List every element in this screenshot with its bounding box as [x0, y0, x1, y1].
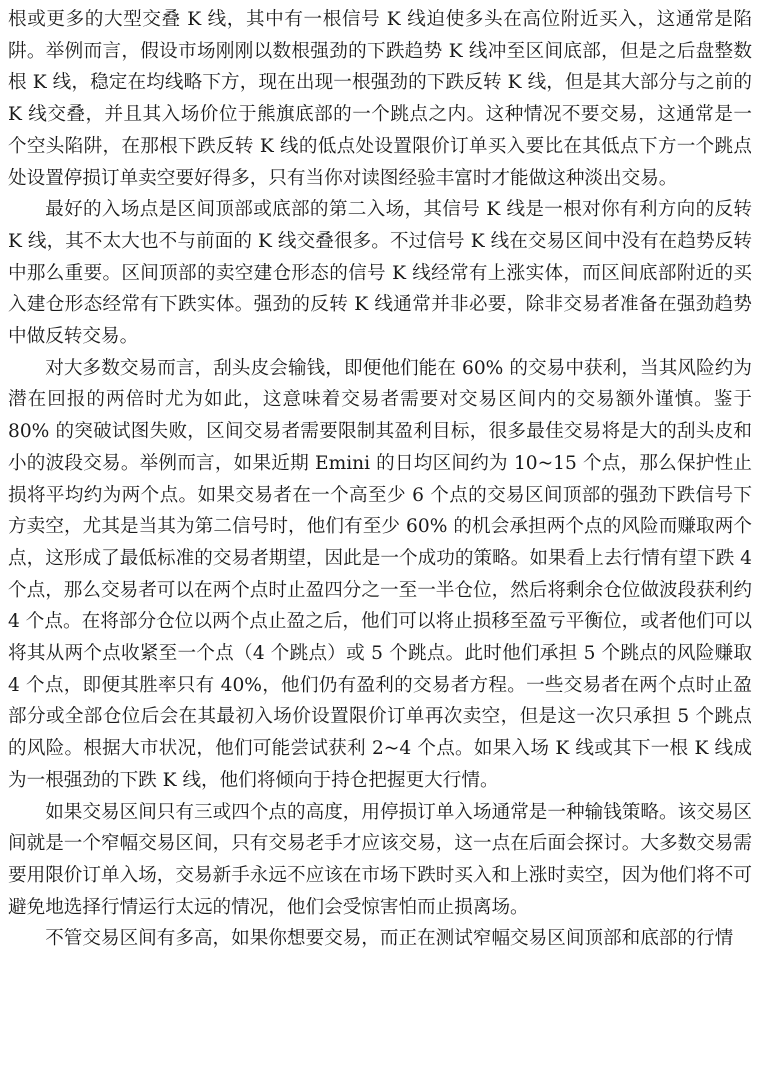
paragraph-3: 对大多数交易而言，刮头皮会输钱，即便他们能在 60% 的交易中获利，当其风险约为潜在回报的两倍时尤为如此，这意味着交易者需要对交易区间内的交易额外谨慎。鉴于 80% 的突破试图失败，区间交易者需要限制其盈利目标，很多最佳交易将是大的刮头皮和小的波段交易。举例而言，如果近期 Emini 的日均区间约为 10~15 个点，那么保护性止损将平均约为两个点。如果交易者在一个高至少 6 个点的交易区间顶部的强劲下跌信号下方卖空，尤其是当其为第二信号时，他们有至少 60% 的机会承担两个点的风险而赚取两个点，这形成了最低标准的交易者期望，因此是一个成功的策略。如果看上去行情有望下跌 4 个点，那么交易者可以在两个点时止盈四分之一至一半仓位，然后将剩余仓位做波段获利约 4 个点。在将部分仓位以两个点止盈之后，他们可以将止损移至盈亏平衡位，或者他们可以将其从两个点收紧至一个点（4 个跳点）或 5 个跳点。此时他们承担 5 个跳点的风险赚取 4 个点，即便其胜率只有 40%，他们仍有盈利的交易者方程。一些交易者在两个点时止盈部分或全部仓位后会在其最初入场价设置限价订单再次卖空，但是这一次只承担 5 个跳点的风险。根据大市状况，他们可能尝试获利 2~4 个点。如果入场 K 线或其下一根 K 线成为一根强劲的下跌 K 线，他们将倾向于持仓把握更大行情。 — [8, 357, 752, 791]
paragraph-2: 最好的入场点是区间顶部或底部的第二入场，其信号 K 线是一根对你有利方向的反转 K 线，其不太大也不与前面的 K 线交叠很多。不过信号 K 线在交易区间中没有在趋势反转中那么重要。区间顶部的卖空建仓形态的信号 K 线经常有上涨实体，而区间底部附近的买入建仓形态经常有下跌实体。强劲的反转 K 线通常并非必要，除非交易者准备在强劲趋势中做反转交易。 — [8, 199, 752, 348]
paragraph-5: 不管交易区间有多高，如果你想要交易，而正在测试窄幅交易区间顶部和底部的行情 — [45, 928, 734, 950]
paragraph-1: 根或更多的大型交叠 K 线，其中有一根信号 K 线迫使多头在高位附近买入，这通常是陷阱。举例而言，假设市场刚刚以数根强劲的下跌趋势 K 线冲至区间底部，但是之后盘整数根 K 线，稳定在均线略下方，现在出现一根强劲的下跌反转 K 线，但是其大部分与之前的 K 线交叠，并且其入场价位于熊旗底部的一个跳点之内。这种情况不要交易，这通常是一个空头陷阱，在那根下跌反转 K 线的低点处设置限价订单买入要比在其低点下方一个跳点处设置停损订单卖空要好得多，只有当你对读图经验丰富时才能做这种淡出交易。 — [8, 9, 752, 189]
document-page — [8, 0, 752, 1076]
paragraph-4: 如果交易区间只有三或四个点的高度，用停损订单入场通常是一种输钱策略。该交易区间就是一个窄幅交易区间，只有交易老手才应该交易，这一点在后面会探讨。大多数交易需要用限价订单入场，交易新手永远不应该在市场下跌时买入和上涨时卖空，因为他们将不可避免地选择行情运行太远的情况，他们会受惊害怕而止损离场。 — [8, 801, 752, 918]
